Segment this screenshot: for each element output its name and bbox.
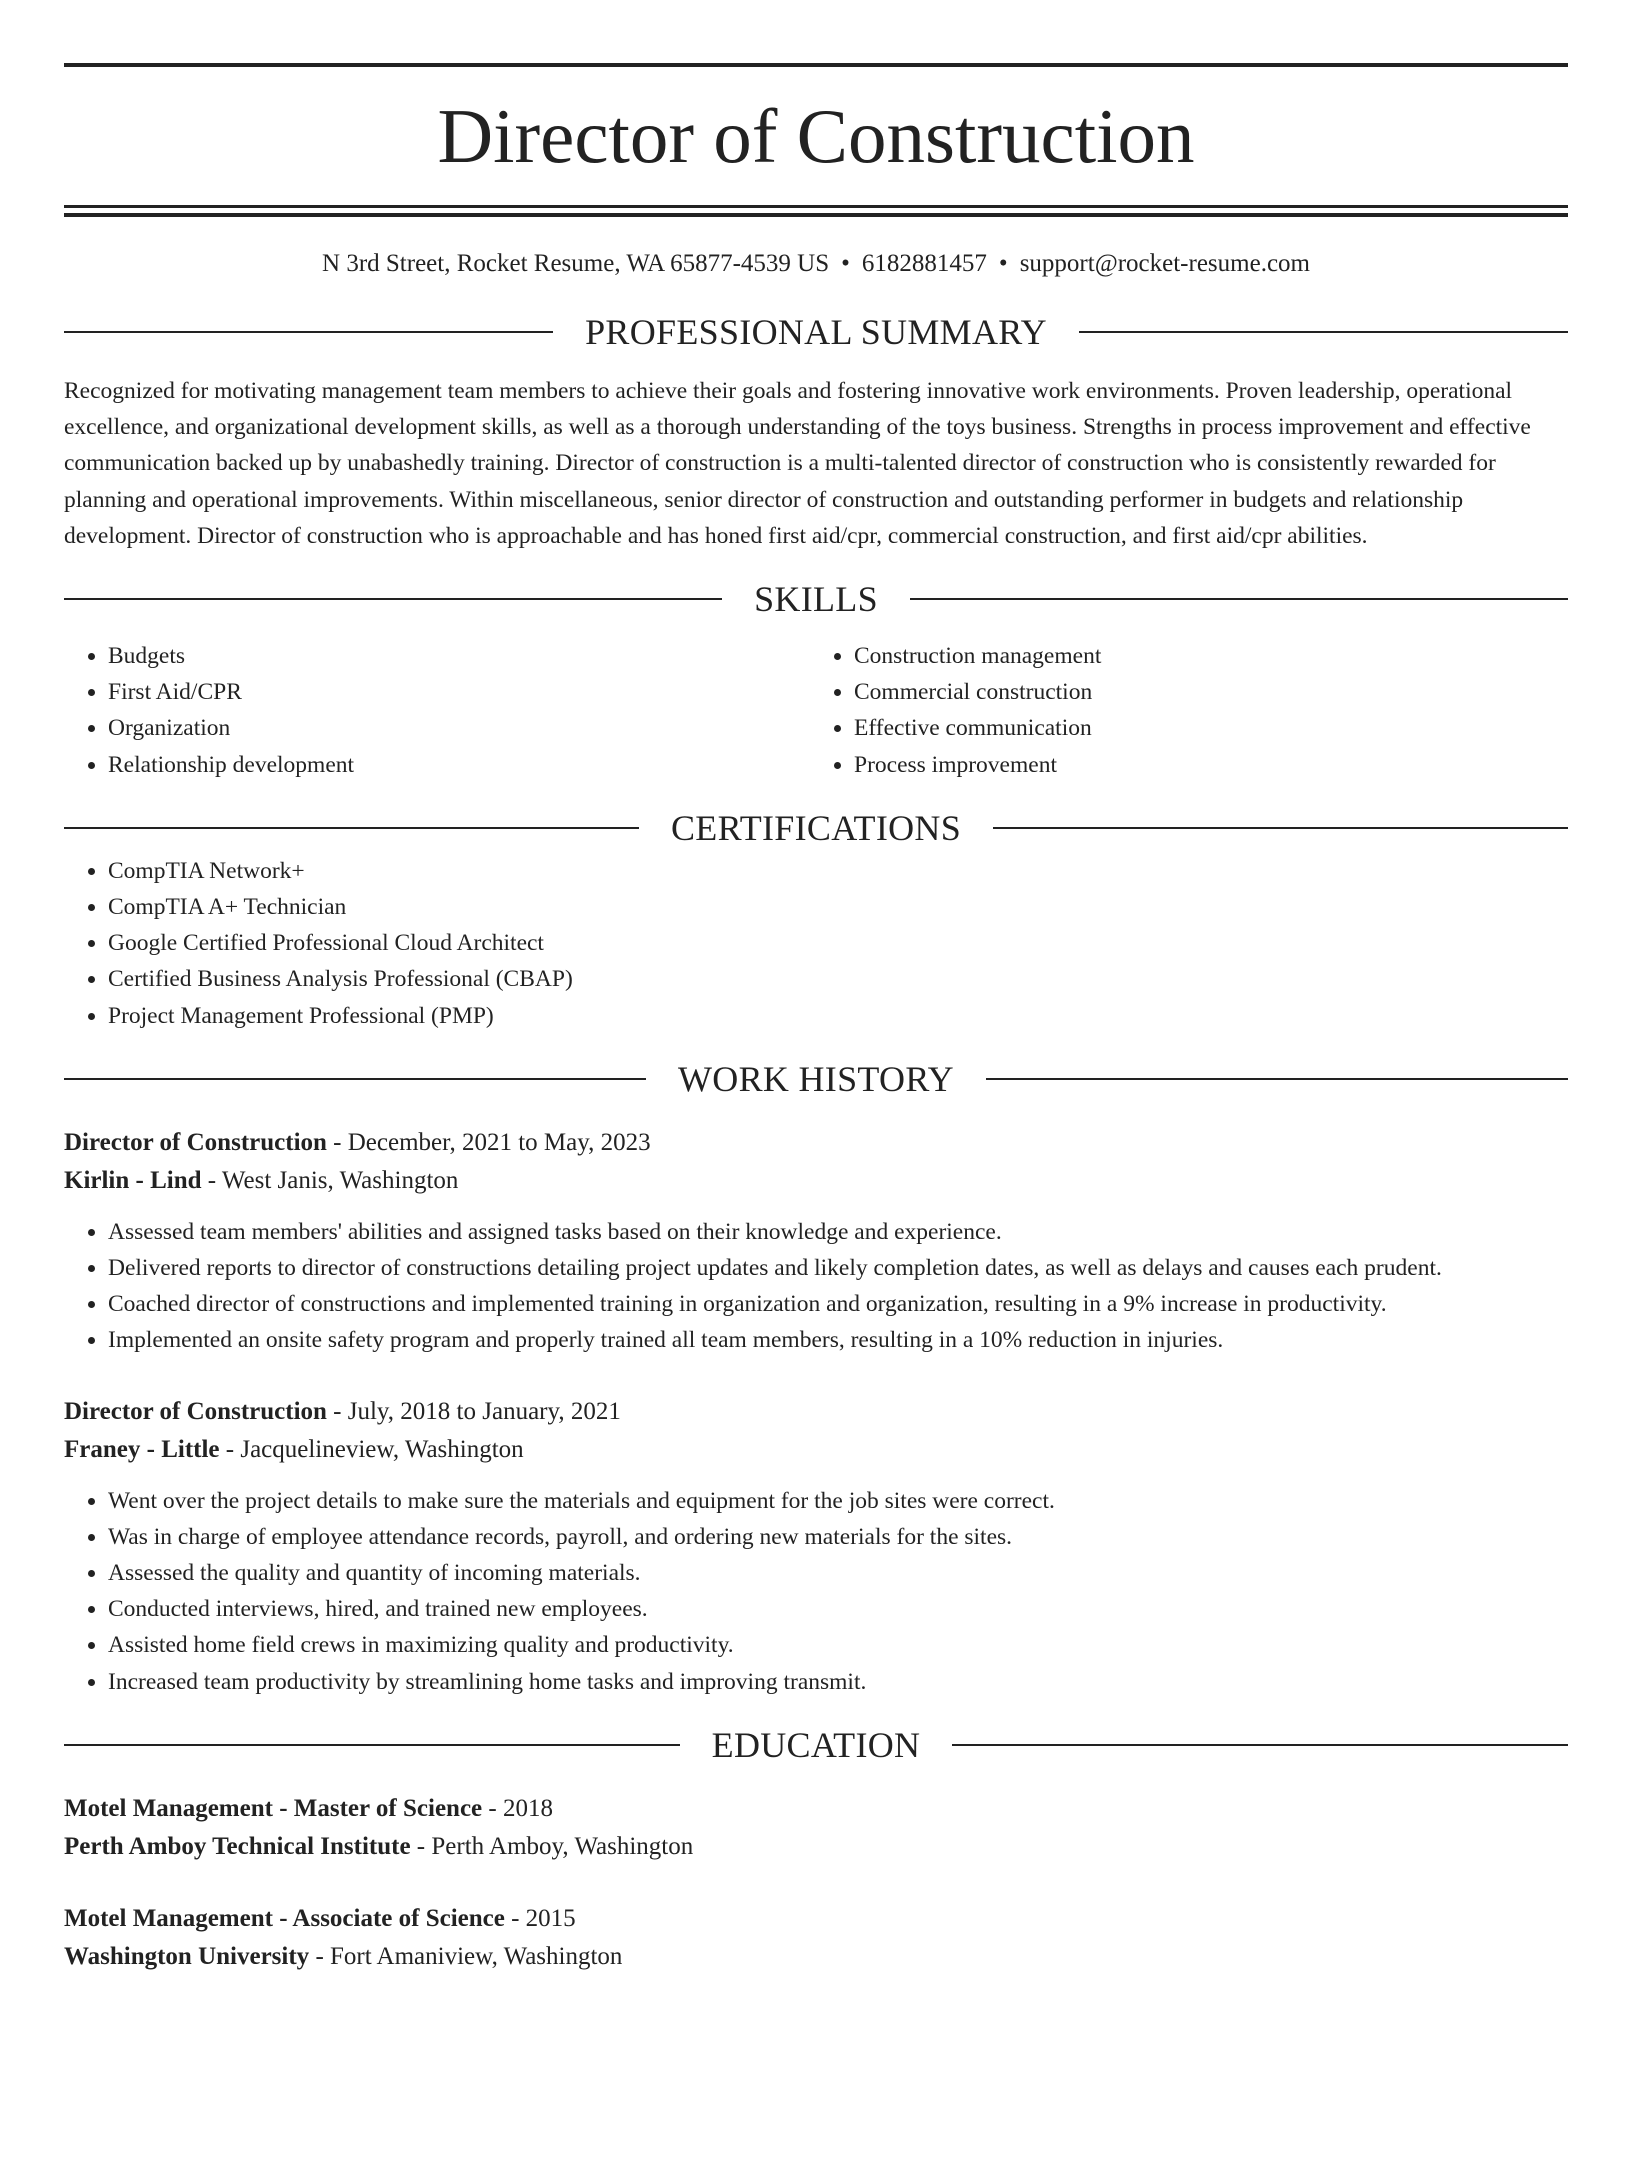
job-company-line [64,1162,1568,1200]
certifications-list [64,853,1568,1034]
education-location: - Fort Amaniview, Washington [309,1942,623,1970]
list-item: • Delivered reports to director of constructions detailing project updates and likely completion dates, as well as delays and causes each prudent. [108,1250,1568,1286]
summary-text: Recognized for motivating management team members to achieve their goals and fostering innovative work environments. Proven leadership, operational excellence, and organizational development skills, as well as a thorough understanding of the toys business. Strengths in process improvement and effective communication backed up by unabashedly training. Director of construction is a multi-talented director of construction who is consistently rewarded for planning and operational improvements. Within miscellaneous, senior director of construction and outstanding performer in budgets and relationship development. Director of construction who is approachable and has honed first aid/cpr, commercial construction, and first aid/cpr abilities. [64,378,1531,549]
job-title-line [64,1124,1568,1162]
job-title-line [64,1393,1568,1431]
list-item: • Conducted interviews, hired, and trained new employees. [108,1591,1568,1627]
skills-list [64,638,1568,783]
list-item: • Project Management Professional (PMP) [108,998,1568,1034]
job-dates: - July, 2018 to January, 2021 [326,1397,621,1425]
list-item: • CompTIA A+ Technician [108,889,1568,925]
job-company: Kirlin - Lind [64,1166,202,1194]
contact-email: support@rocket-resume.com [1019,250,1310,277]
list-item: • Assessed team members' abilities and assigned tasks based on their knowledge and experience. [108,1214,1568,1250]
education-entry [64,1900,1568,1976]
list-item: • CompTIA Network+ [108,853,1568,889]
job-bullets [64,1483,1568,1700]
skills-column-left [64,638,816,783]
education-year: - 2018 [482,1794,553,1822]
section-heading-certifications [64,803,1568,853]
list-item: • Construction management [854,638,1568,674]
heading-rule [64,331,553,333]
job-company-line [64,1431,1568,1469]
education-degree: Motel Management - Master of Science [64,1794,483,1822]
job-entry [64,1393,1568,1700]
list-item: • Effective communication [854,710,1568,746]
list-item: • Commercial construction [854,674,1568,710]
education-school: Perth Amboy Technical Institute [64,1832,411,1860]
job-entry [64,1124,1568,1359]
heading-rule [910,598,1568,600]
list-item: • Coached director of constructions and implemented training in organization and organization, resulting in a 9% increase in productivity. [108,1286,1568,1322]
list-item: • Assessed the quality and quantity of incoming materials. [108,1555,1568,1591]
job-bullets [64,1214,1568,1359]
list-item: • Budgets [108,638,816,674]
section-title: PROFESSIONAL SUMMARY [585,312,1047,352]
list-item: • Was in charge of employee attendance records, payroll, and ordering new materials for the sites. [108,1519,1568,1555]
list-item: • Went over the project details to make sure the materials and equipment for the job sites were correct. [108,1483,1568,1519]
education-location: - Perth Amboy, Washington [410,1832,694,1860]
heading-rule [986,1078,1568,1080]
heading-rule [64,1744,680,1746]
list-item: • Relationship development [108,747,816,783]
education-school-line [64,1828,1568,1866]
heading-rule [64,598,722,600]
education-degree-line [64,1790,1568,1828]
section-title: EDUCATION [711,1724,921,1765]
list-item: • Google Certified Professional Cloud Architect [108,925,1568,961]
job-company: Franey - Little [64,1435,220,1463]
heading-rule [993,827,1568,829]
list-item: • First Aid/CPR [108,674,816,710]
skills-column-right [816,638,1568,783]
heading-rule [64,827,639,829]
job-location: - West Janis, Washington [201,1166,459,1194]
education-school: Washington University [64,1942,310,1970]
list-item: • Certified Business Analysis Professional (CBAP) [108,961,1568,997]
list-item: • Increased team productivity by streamlining home tasks and improving transmit. [108,1664,1568,1700]
contact-line [64,247,1568,281]
resume-page [0,63,1632,2175]
list-item: • Organization [108,710,816,746]
job-title: Director of Construction [64,1397,327,1425]
section-title: SKILLS [754,579,878,620]
education-year: - 2015 [504,1904,576,1932]
section-heading-skills [64,574,1568,624]
job-location: - Jacquelineview, Washington [219,1435,524,1463]
list-item: • Implemented an onsite safety program and properly trained all team members, resulting in a 10% reduction in injuries. [108,1322,1568,1358]
section-heading-work-history [64,1054,1568,1104]
list-item: • Process improvement [854,747,1568,783]
job-dates: - December, 2021 to May, 2023 [326,1128,651,1156]
education-degree: Motel Management - Associate of Science [64,1904,505,1932]
education-entry [64,1790,1568,1866]
education-degree-line [64,1900,1568,1938]
contact-separator: • [998,250,1008,277]
contact-separator: • [841,250,850,277]
heading-rule [1079,331,1568,333]
section-heading-education [64,1720,1568,1770]
section-heading-summary [64,307,1568,357]
contact-phone: 6182881457 [861,250,987,277]
heading-rule [64,1078,646,1080]
contact-address: N 3rd Street, Rocket Resume, WA 65877-4539 US [322,250,830,277]
job-title: Director of Construction [64,1128,327,1156]
education-school-line [64,1938,1568,1976]
section-title: CERTIFICATIONS [670,807,962,848]
section-title: WORK HISTORY [678,1058,954,1099]
heading-rule [952,1744,1568,1746]
name-double-rule [64,205,1568,217]
resume-name: Director of Construction [437,92,1195,179]
list-item: • Assisted home field crews in maximizing quality and productivity. [108,1627,1568,1663]
